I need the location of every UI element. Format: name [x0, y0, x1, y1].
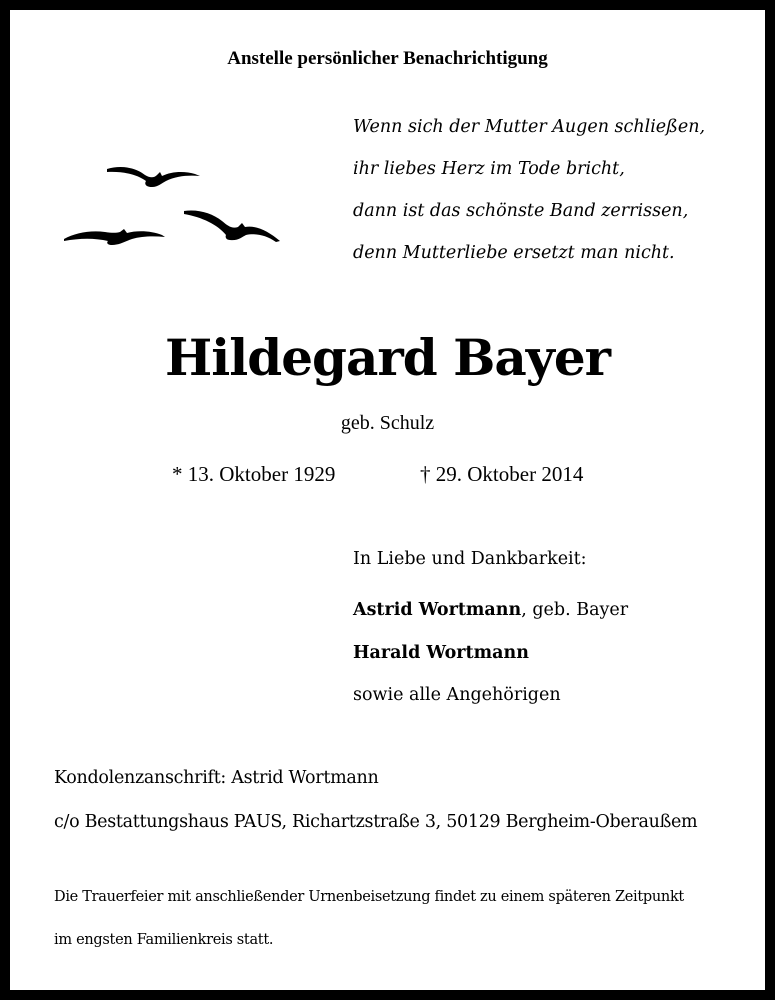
ceremony-note-line: Die Trauerfeier mit anschließender Urnenbeisetzung findet zu einem späteren Zeitpunkt: [54, 889, 684, 905]
poem-line: dann ist das schönste Band zerrissen,: [353, 201, 689, 221]
mourner-name: Astrid Wortmann: [353, 600, 522, 620]
condolence-address-line: Kondolenzanschrift: Astrid Wortmann: [54, 768, 379, 788]
mourner-name: Harald Wortmann: [353, 643, 529, 663]
mourner-entry: [353, 600, 628, 620]
ceremony-note-line: im engsten Familienkreis statt.: [54, 932, 274, 948]
mourners-closing: sowie alle Angehörigen: [353, 685, 561, 705]
obituary-notice: [10, 10, 765, 990]
mourner-suffix: , geb. Bayer: [521, 600, 629, 620]
poem-line: denn Mutterliebe ersetzt man nicht.: [353, 243, 675, 263]
mourners-intro: In Liebe und Dankbarkeit:: [353, 549, 587, 569]
mourner-entry: [353, 643, 529, 663]
condolence-address-line: c/o Bestattungshaus PAUS, Richartzstraße 3, 50129 Bergheim-Oberaußem: [54, 812, 698, 832]
poem-line: Wenn sich der Mutter Augen schließen,: [353, 117, 706, 137]
flying-birds-icon: [50, 145, 290, 255]
poem-line: ihr liebes Herz im Tode bricht,: [353, 159, 625, 179]
notice-header: Anstelle persönlicher Benachrichtigung: [227, 48, 548, 69]
birth-date: * 13. Oktober 1929: [172, 462, 336, 486]
maiden-name: geb. Schulz: [340, 412, 435, 434]
death-date: † 29. Oktober 2014: [420, 462, 584, 486]
deceased-name: Hildegard Bayer: [165, 328, 610, 387]
